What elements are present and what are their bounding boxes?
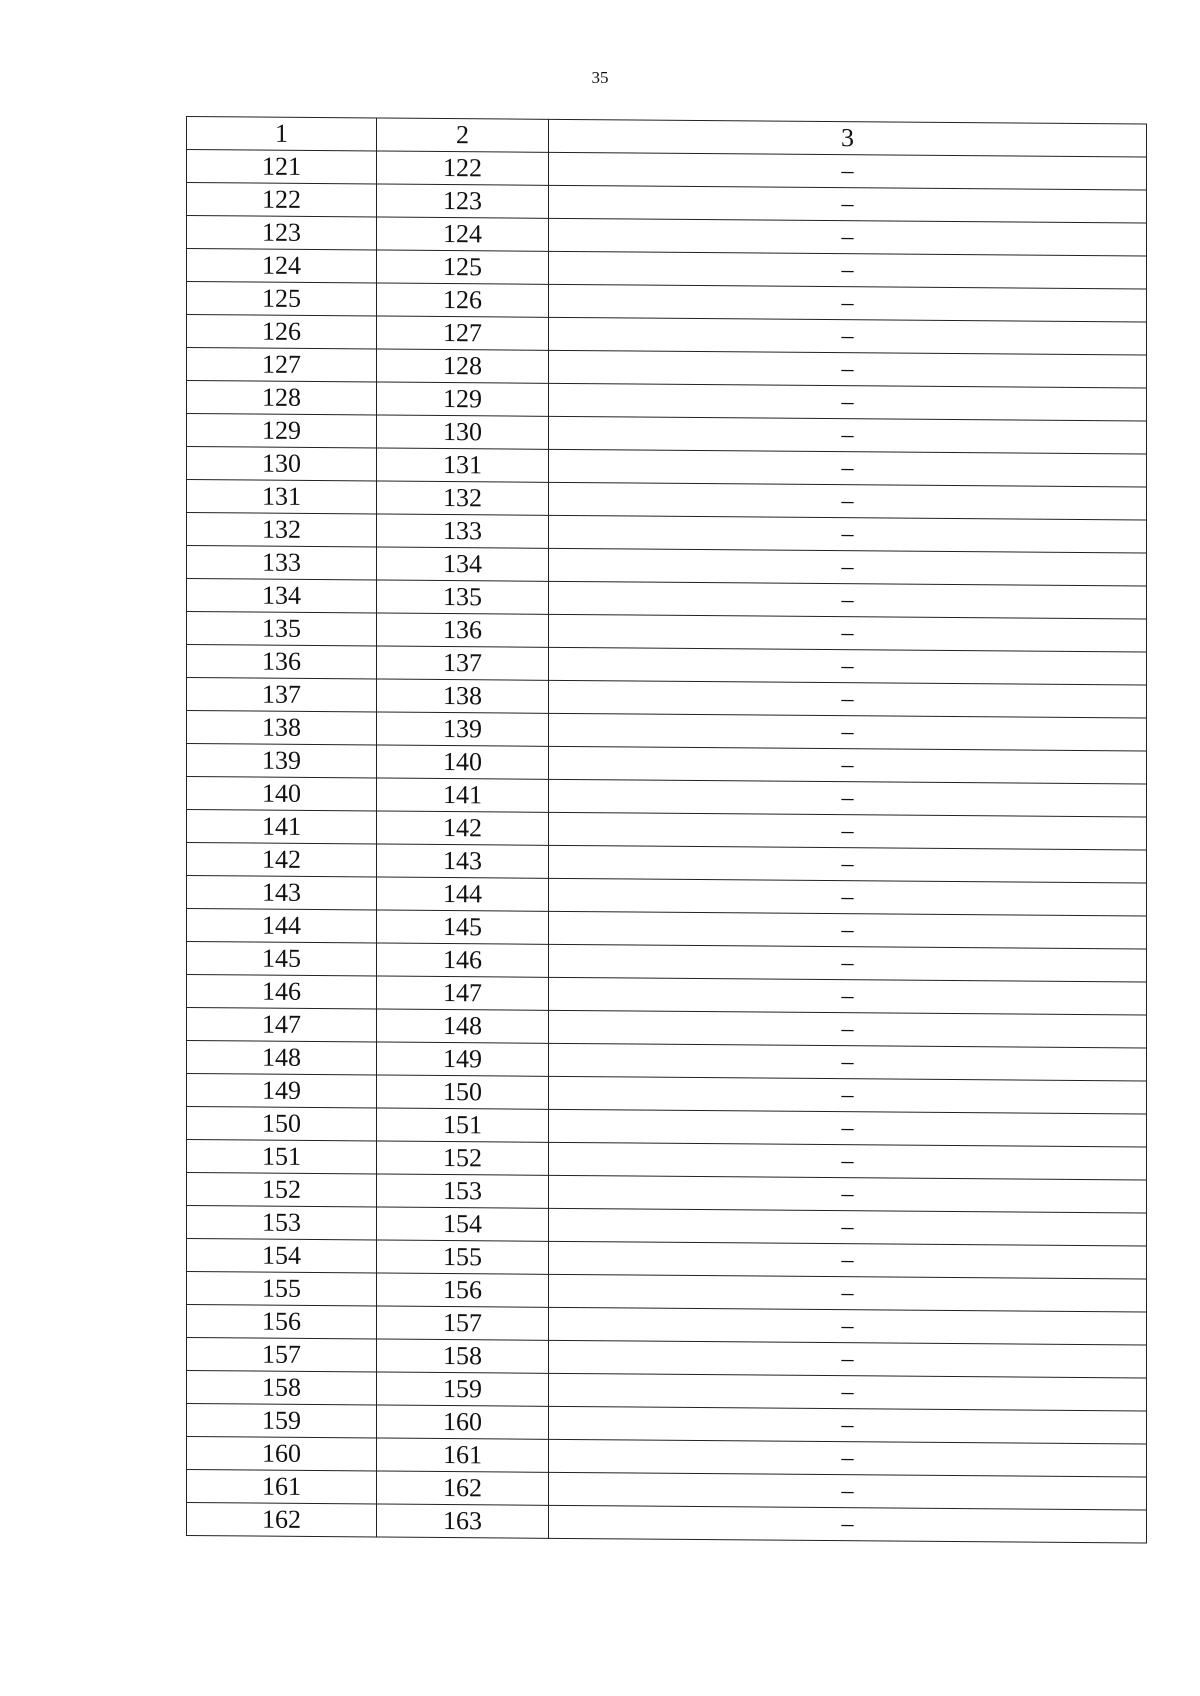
table-cell: 144 (377, 877, 549, 911)
table-cell: 154 (187, 1239, 377, 1273)
table-cell: 139 (377, 712, 549, 746)
table-cell-dash: – (549, 449, 1147, 487)
table-cell: 153 (377, 1174, 549, 1208)
table-cell: 155 (187, 1272, 377, 1306)
table-cell: 159 (377, 1372, 549, 1406)
table-cell: 139 (187, 744, 377, 778)
table-cell: 138 (187, 711, 377, 745)
table-cell-dash: – (549, 713, 1147, 751)
column-header: 2 (377, 118, 549, 152)
table-cell-dash: – (549, 1274, 1147, 1312)
table-cell: 124 (377, 217, 549, 251)
table-cell: 142 (377, 811, 549, 845)
column-header: 1 (187, 117, 377, 151)
table-cell-dash: – (549, 911, 1147, 949)
table-cell-dash: – (549, 482, 1147, 520)
table-cell-dash: – (549, 878, 1147, 916)
table-cell-dash: – (549, 779, 1147, 817)
table-cell: 128 (187, 381, 377, 415)
table-cell: 125 (187, 282, 377, 316)
table-cell-dash: – (549, 1043, 1147, 1081)
table-cell: 151 (377, 1108, 549, 1142)
table-cell: 140 (187, 777, 377, 811)
table-cell-dash: – (549, 614, 1147, 652)
table-cell: 160 (187, 1437, 377, 1471)
table-cell: 141 (377, 778, 549, 812)
table-cell: 145 (377, 910, 549, 944)
table-cell-dash: – (549, 350, 1147, 388)
table-cell-dash: – (549, 1010, 1147, 1048)
table-cell: 121 (187, 150, 377, 184)
table-cell: 155 (377, 1240, 549, 1274)
table-cell-dash: – (549, 1175, 1147, 1213)
table-cell: 132 (187, 513, 377, 547)
table-cell: 160 (377, 1405, 549, 1439)
table-cell: 123 (377, 184, 549, 218)
table-cell: 161 (377, 1438, 549, 1472)
table-cell: 129 (187, 414, 377, 448)
table-cell: 144 (187, 909, 377, 943)
table-cell: 149 (377, 1042, 549, 1076)
table-cell: 151 (187, 1140, 377, 1174)
table-cell: 153 (187, 1206, 377, 1240)
table-cell: 127 (377, 316, 549, 350)
table-cell-dash: – (549, 1505, 1147, 1543)
table-cell: 122 (187, 183, 377, 217)
table-cell-dash: – (549, 1109, 1147, 1147)
table-cell-dash: – (549, 185, 1147, 223)
table-cell: 145 (187, 942, 377, 976)
table-cell-dash: – (549, 251, 1147, 289)
table-cell: 161 (187, 1470, 377, 1504)
table-cell: 137 (377, 646, 549, 680)
table-cell-dash: – (549, 1340, 1147, 1378)
table-cell-dash: – (549, 152, 1147, 190)
table-row (187, 1503, 1147, 1544)
table-cell: 152 (187, 1173, 377, 1207)
table-cell: 141 (187, 810, 377, 844)
table-cell-dash: – (549, 1307, 1147, 1345)
table-cell: 158 (377, 1339, 549, 1373)
table-cell: 142 (187, 843, 377, 877)
table-cell: 133 (187, 546, 377, 580)
table-cell: 133 (377, 514, 549, 548)
table-cell-dash: – (549, 416, 1147, 454)
table-cell-dash: – (549, 284, 1147, 322)
table-cell-dash: – (549, 647, 1147, 685)
table-cell: 147 (377, 976, 549, 1010)
table-cell: 132 (377, 481, 549, 515)
table-cell: 156 (377, 1273, 549, 1307)
table-cell: 126 (187, 315, 377, 349)
table-cell: 150 (377, 1075, 549, 1109)
table-cell: 152 (377, 1141, 549, 1175)
table-cell-dash: – (549, 218, 1147, 256)
table-cell: 135 (187, 612, 377, 646)
table-cell: 159 (187, 1404, 377, 1438)
table-cell-dash: – (549, 1373, 1147, 1411)
table-cell-dash: – (549, 977, 1147, 1015)
table-cell: 148 (377, 1009, 549, 1043)
table-cell: 154 (377, 1207, 549, 1241)
table-cell-dash: – (549, 515, 1147, 553)
table-cell: 136 (377, 613, 549, 647)
table-cell-dash: – (549, 845, 1147, 883)
data-table (186, 116, 1147, 1544)
table-cell: 124 (187, 249, 377, 283)
table-cell-dash: – (549, 1472, 1147, 1510)
table-cell: 162 (187, 1503, 377, 1537)
table-cell: 158 (187, 1371, 377, 1405)
table-cell: 163 (377, 1504, 549, 1538)
table-cell-dash: – (549, 1406, 1147, 1444)
table-cell: 146 (187, 975, 377, 1009)
table-cell: 140 (377, 745, 549, 779)
table-cell: 147 (187, 1008, 377, 1042)
table-cell: 148 (187, 1041, 377, 1075)
table-cell-dash: – (549, 317, 1147, 355)
table-cell: 149 (187, 1074, 377, 1108)
table-cell: 123 (187, 216, 377, 250)
table-cell-dash: – (549, 1076, 1147, 1114)
table-cell-dash: – (549, 1439, 1147, 1477)
table-cell: 129 (377, 382, 549, 416)
table-cell: 162 (377, 1471, 549, 1505)
table-cell: 126 (377, 283, 549, 317)
table-cell-dash: – (549, 548, 1147, 586)
table-cell-dash: – (549, 680, 1147, 718)
table-cell-dash: – (549, 1142, 1147, 1180)
table-cell-dash: – (549, 746, 1147, 784)
table-cell: 138 (377, 679, 549, 713)
table-cell-dash: – (549, 1241, 1147, 1279)
table-cell: 143 (187, 876, 377, 910)
table-cell: 122 (377, 151, 549, 185)
table-cell: 131 (377, 448, 549, 482)
table-cell: 128 (377, 349, 549, 383)
table-cell: 130 (377, 415, 549, 449)
table-cell: 134 (187, 579, 377, 613)
table-cell-dash: – (549, 944, 1147, 982)
page-number: 35 (591, 68, 609, 87)
column-header: 3 (549, 119, 1147, 157)
table-cell: 157 (187, 1338, 377, 1372)
table-cell: 136 (187, 645, 377, 679)
table-cell-dash: – (549, 383, 1147, 421)
table-cell-dash: – (549, 581, 1147, 619)
table-cell: 143 (377, 844, 549, 878)
table-cell: 156 (187, 1305, 377, 1339)
table-cell: 134 (377, 547, 549, 581)
table-cell: 135 (377, 580, 549, 614)
table-cell: 131 (187, 480, 377, 514)
table-body (187, 150, 1147, 1544)
table-cell-dash: – (549, 812, 1147, 850)
table-cell: 150 (187, 1107, 377, 1141)
table-cell: 127 (187, 348, 377, 382)
data-table-container (186, 116, 1146, 1544)
table-cell: 125 (377, 250, 549, 284)
table-cell-dash: – (549, 1208, 1147, 1246)
table-cell: 157 (377, 1306, 549, 1340)
table-cell: 137 (187, 678, 377, 712)
table-cell: 146 (377, 943, 549, 977)
table-cell: 130 (187, 447, 377, 481)
